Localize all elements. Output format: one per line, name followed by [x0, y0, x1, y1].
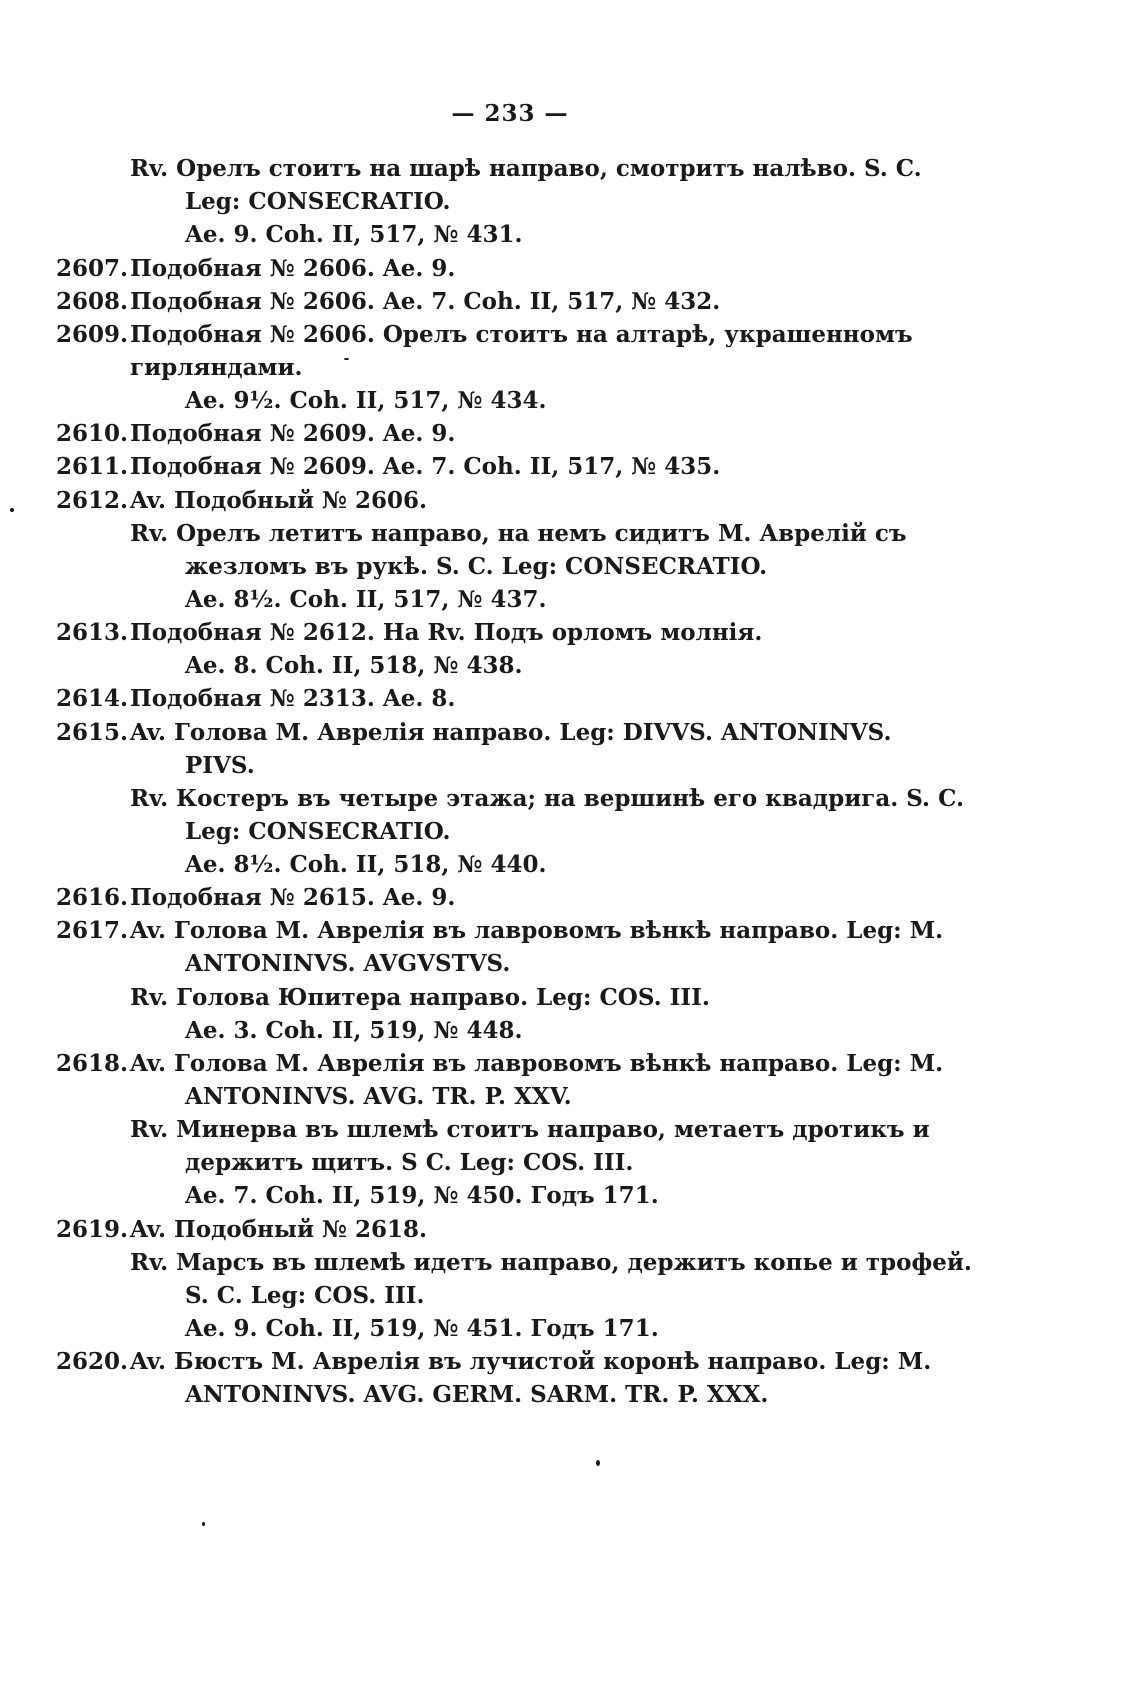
entry-text: Ae. 8. Coh. II, 518, № 438. [185, 652, 523, 679]
entry-line [0, 649, 1140, 683]
entry-text: ANTONINVS. AVGVSTVS. [185, 950, 511, 977]
entry-text: Av. Бюстъ М. Аврелія въ лучистой коронѣ направо. Leg: M. [130, 1348, 932, 1375]
entry-line [0, 417, 1140, 451]
entry-number: 2619. [56, 1216, 129, 1243]
entry-line [0, 252, 1140, 286]
entry-line [0, 616, 1140, 650]
entry-number: 2617. [56, 917, 129, 944]
entry-text: Rv. Марсъ въ шлемѣ идетъ направо, держитъ копье и трофей. [130, 1249, 972, 1276]
entry-number: 2612. [56, 487, 129, 514]
entry-line [0, 716, 1140, 750]
entry-line [0, 484, 1140, 518]
entry-number: 2607. [56, 255, 129, 282]
entry-line [0, 1146, 1140, 1180]
entry-line [0, 218, 1140, 252]
entry-line [0, 1014, 1140, 1048]
entry-number: 2609. [56, 321, 129, 348]
entry-number: 2620. [56, 1348, 129, 1375]
entry-line [0, 185, 1140, 219]
entry-line [0, 1345, 1140, 1379]
page-number: — 233 — [451, 100, 569, 127]
entry-number: 2613. [56, 619, 129, 646]
entry-line [0, 1378, 1140, 1412]
entry-line [0, 1047, 1140, 1081]
entry-line [0, 981, 1140, 1015]
entry-text: Rv. Костеръ въ четыре этажа; на вершинѣ его квадрига. S. C. [130, 785, 964, 812]
scan-speck [10, 508, 14, 512]
entry-line [0, 1113, 1140, 1147]
entry-text: Rv. Орелъ стоитъ на шарѣ направо, смотритъ налѣво. S. C. [130, 155, 922, 182]
entry-text: Av. Голова М. Аврелія въ лавровомъ вѣнкѣ направо. Leg: M. [130, 1050, 944, 1077]
entry-line [0, 450, 1140, 484]
entry-line [0, 318, 1140, 352]
entry-text: Подобная № 2313. Ae. 8. [130, 685, 456, 712]
entry-text: Rv. Голова Юпитера направо. Leg: COS. III. [130, 984, 710, 1011]
scan-speck [202, 1522, 205, 1526]
entry-text: Av. Подобный № 2618. [130, 1216, 428, 1243]
entry-number: 2608. [56, 288, 129, 315]
entry-text: Подобная № 2609. Ae. 9. [130, 420, 456, 447]
entry-line [0, 550, 1140, 584]
entry-text: Ae. 3. Coh. II, 519, № 448. [185, 1017, 523, 1044]
entry-line [0, 1179, 1140, 1213]
entry-line [0, 749, 1140, 783]
entry-line [0, 1080, 1140, 1114]
entry-text: Av. Голова М. Аврелія направо. Leg: DIVVS. ANTONINVS. [130, 719, 892, 746]
entry-text: Подобная № 2615. Ae. 9. [130, 884, 456, 911]
entry-text: Rv. Орелъ летитъ направо, на немъ сидитъ М. Аврелій съ [130, 520, 907, 547]
entry-text: держитъ щитъ. S C. Leg: COS. III. [185, 1149, 634, 1176]
entry-line [0, 1279, 1140, 1313]
entry-line [0, 583, 1140, 617]
entry-text: Ae. 8½. Coh. II, 517, № 437. [185, 586, 547, 613]
entry-line [0, 1246, 1140, 1280]
entry-text: ANTONINVS. AVG. GERM. SARM. TR. P. XXX. [185, 1381, 769, 1408]
entry-number: 2611. [56, 453, 129, 480]
entry-text: Ae. 9. Coh. II, 517, № 431. [185, 221, 523, 248]
entry-text: Ae. 9½. Coh. II, 517, № 434. [185, 387, 547, 414]
entry-text: Av. Голова М. Аврелія въ лавровомъ вѣнкѣ направо. Leg: M. [130, 917, 944, 944]
scan-speck [596, 1460, 600, 1466]
entry-text: жезломъ въ рукѣ. S. C. Leg: CONSECRATIO. [185, 553, 768, 580]
entry-text: Ae. 8½. Coh. II, 518, № 440. [185, 851, 547, 878]
entry-line [0, 947, 1140, 981]
entry-line [0, 782, 1140, 816]
entry-line [0, 1312, 1140, 1346]
entry-text: Подобная № 2606. Орелъ стоитъ на алтарѣ, украшенномъ [130, 321, 913, 348]
entry-text: Подобная № 2606. Ae. 7. Coh. II, 517, № 432. [130, 288, 721, 315]
entry-line [0, 848, 1140, 882]
entry-line [0, 682, 1140, 716]
entry-text: Av. Подобный № 2606. [130, 487, 428, 514]
entry-text: Rv. Минерва въ шлемѣ стоитъ направо, метаетъ дротикъ и [130, 1116, 930, 1143]
entry-line [0, 152, 1140, 186]
scan-speck [344, 358, 349, 360]
entry-line [0, 285, 1140, 319]
entry-text: Leg: CONSECRATIO. [185, 188, 451, 215]
entry-number: 2610. [56, 420, 129, 447]
entry-number: 2614. [56, 685, 129, 712]
entry-line [0, 384, 1140, 418]
entry-line [0, 881, 1140, 915]
entry-text: Leg: CONSECRATIO. [185, 818, 451, 845]
entry-text: S. C. Leg: COS. III. [185, 1282, 425, 1309]
entry-text: Подобная № 2609. Ae. 7. Coh. II, 517, № 435. [130, 453, 721, 480]
entry-number: 2615. [56, 719, 129, 746]
entry-number: 2616. [56, 884, 129, 911]
entry-text: Ae. 7. Coh. II, 519, № 450. Годъ 171. [185, 1182, 659, 1209]
entry-text: Ae. 9. Coh. II, 519, № 451. Годъ 171. [185, 1315, 659, 1342]
entry-line [0, 351, 1140, 385]
entry-text: Подобная № 2612. На Rv. Подъ орломъ молнія. [130, 619, 763, 646]
entry-text: PIVS. [185, 752, 255, 779]
entry-text: гирляндами. [130, 354, 303, 381]
entry-line [0, 914, 1140, 948]
entry-line [0, 517, 1140, 551]
entry-text: Подобная № 2606. Ae. 9. [130, 255, 456, 282]
entry-text: ANTONINVS. AVG. TR. P. XXV. [185, 1083, 572, 1110]
entry-line [0, 815, 1140, 849]
entry-number: 2618. [56, 1050, 129, 1077]
entry-line [0, 1213, 1140, 1247]
